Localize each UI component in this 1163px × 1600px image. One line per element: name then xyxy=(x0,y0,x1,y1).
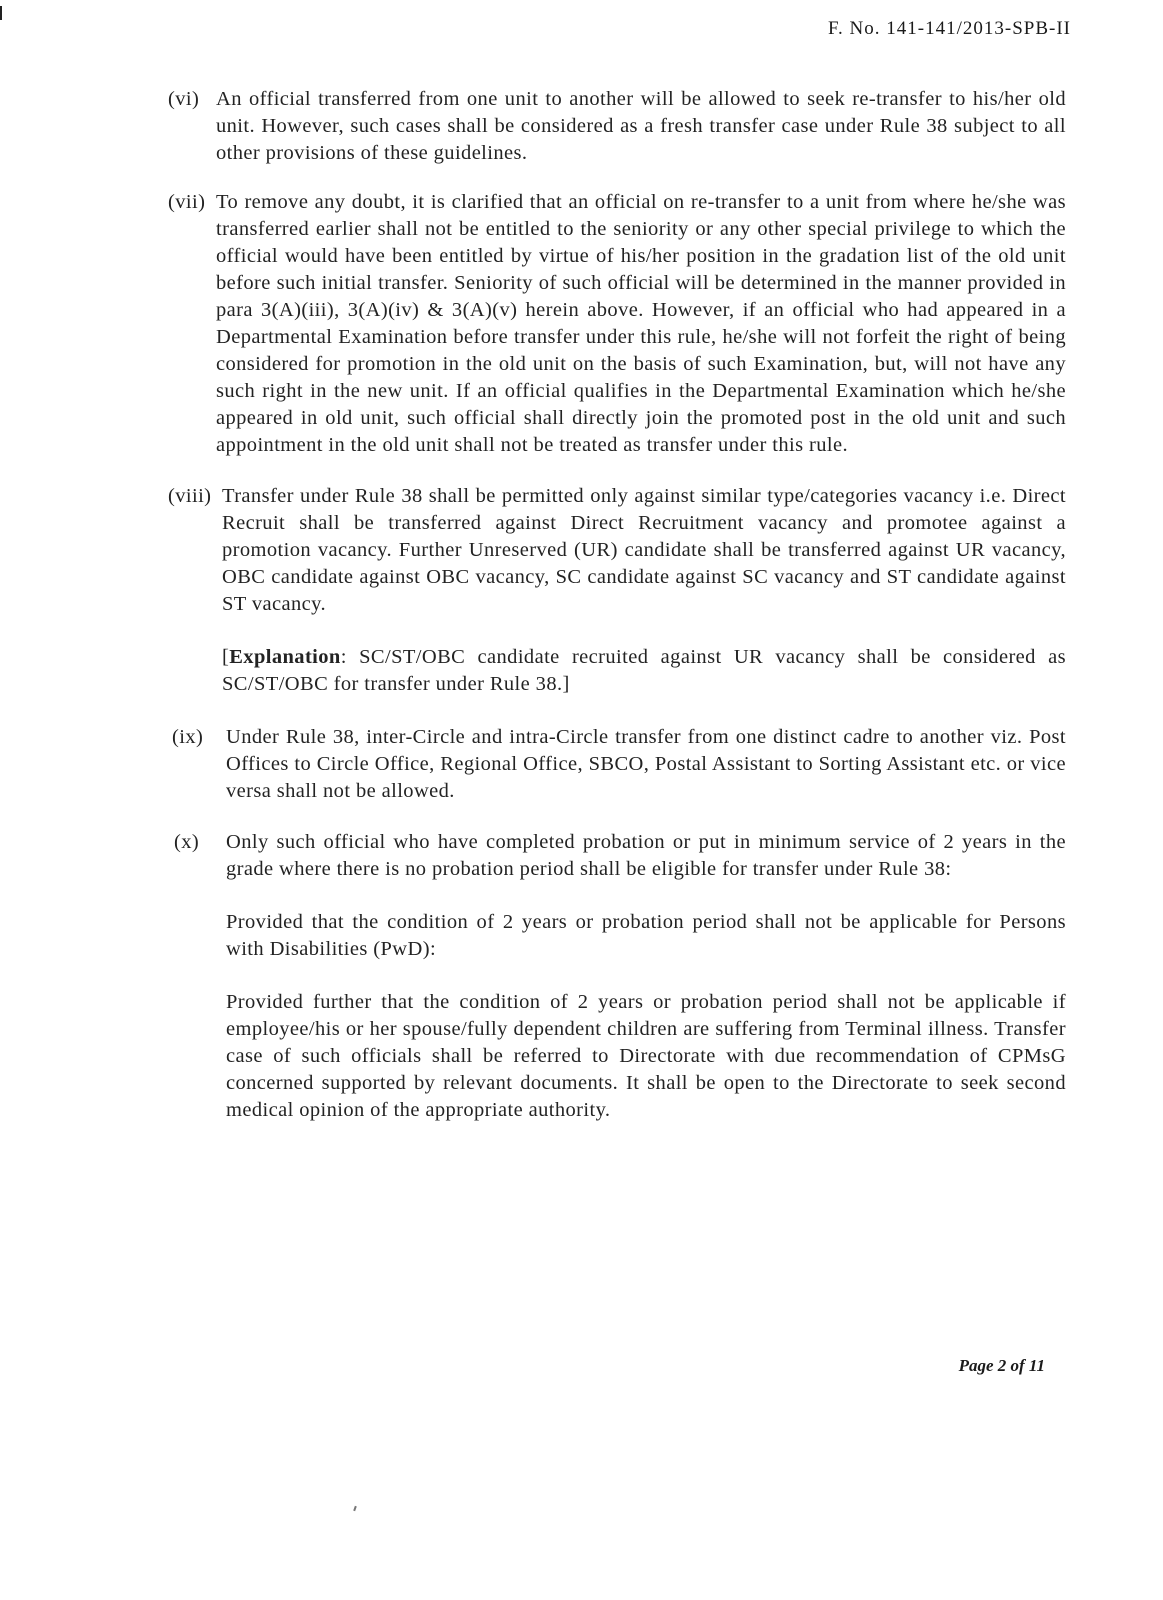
page-number: Page 2 of 11 xyxy=(958,1356,1045,1375)
paragraph-text: Under Rule 38, inter-Circle and intra-Circle transfer from one distinct cadre to another viz. Post Offices to Circle Office, Regional Office, SBCO, Postal Assistant to Sorting Assistant etc. or vice versa shall not be allowed. xyxy=(226,726,1066,802)
explanation-bracket: [ xyxy=(222,646,230,668)
scan-edge-mark xyxy=(0,6,2,20)
paragraph-number: (viii) xyxy=(168,485,212,507)
file-number: F. No. 141-141/2013-SPB-II xyxy=(828,18,1071,39)
document-body xyxy=(168,86,1066,1124)
paragraph-text: Only such official who have completed probation or put in minimum service of 2 years in the grade where there is no probation period shall be eligible for transfer under Rule 38: xyxy=(226,831,1066,880)
paragraph-vii xyxy=(168,189,1066,459)
explanation-label: Explanation xyxy=(229,646,341,668)
paragraph-viii xyxy=(168,483,1066,618)
explanation-text: : SC/ST/OBC candidate recruited against UR vacancy shall be considered as SC/ST/OBC for transfer under Rule 38.] xyxy=(222,646,1066,695)
paragraph-number: (x) xyxy=(174,831,200,853)
proviso-first: Provided that the condition of 2 years or probation period shall not be applicable for Persons with Disabilities (PwD): xyxy=(226,911,1066,960)
scan-speck xyxy=(353,1506,357,1511)
paragraph-number: (vii) xyxy=(168,191,206,213)
paragraph-vi xyxy=(168,86,1066,167)
proviso-second: Provided further that the condition of 2 years or probation period shall not be applicable if employee/his or her spouse/fully dependent children are suffering from Terminal illness. Transfer case of such officials shall be referred to Directorate with due recommendation of CPMsG concerned supported by relevant documents. It shall be open to the Directorate to seek second medical opinion of the appropriate authority. xyxy=(226,991,1066,1121)
paragraph-ix xyxy=(168,724,1066,805)
paragraph-x xyxy=(168,829,1066,883)
paragraph-number: (vi) xyxy=(168,88,200,110)
paragraph-text: Transfer under Rule 38 shall be permitted only against similar type/categories vacancy i.e. Direct Recruit shall be transferred against Direct Recruitment vacancy and promotee against a promotion vacancy. Further Unreserved (UR) candidate shall be transferred against UR vacancy, OBC candidate against OBC vacancy, SC candidate against SC vacancy and ST candidate against ST vacancy. xyxy=(222,485,1066,615)
paragraph-text: To remove any doubt, it is clarified that an official on re-transfer to a unit from where he/she was transferred earlier shall not be entitled to the seniority or any other special privilege to which the official would have been entitled by virtue of his/her position in the gradation list of the old unit before such initial transfer. Seniority of such official will be determined in the manner provided in para 3(A)(iii), 3(A)(iv) & 3(A)(v) herein above. However, if an official who had appeared in a Departmental Examination before transfer under this rule, he/she will not forfeit the right of being considered for promotion in the old unit on the basis of such Examination, but, will not have any such right in the new unit. If an official qualifies in the Departmental Examination which he/she appeared in old unit, such official shall directly join the promoted post in the old unit and such appointment in the old unit shall not be treated as transfer under this rule. xyxy=(216,191,1066,456)
paragraph-number: (ix) xyxy=(172,726,204,748)
paragraph-text: An official transferred from one unit to another will be allowed to seek re-transfer to his/her old unit. However, such cases shall be considered as a fresh transfer case under Rule 38 subject to all other provisions of these guidelines. xyxy=(216,88,1066,164)
explanation-note xyxy=(222,644,1066,698)
